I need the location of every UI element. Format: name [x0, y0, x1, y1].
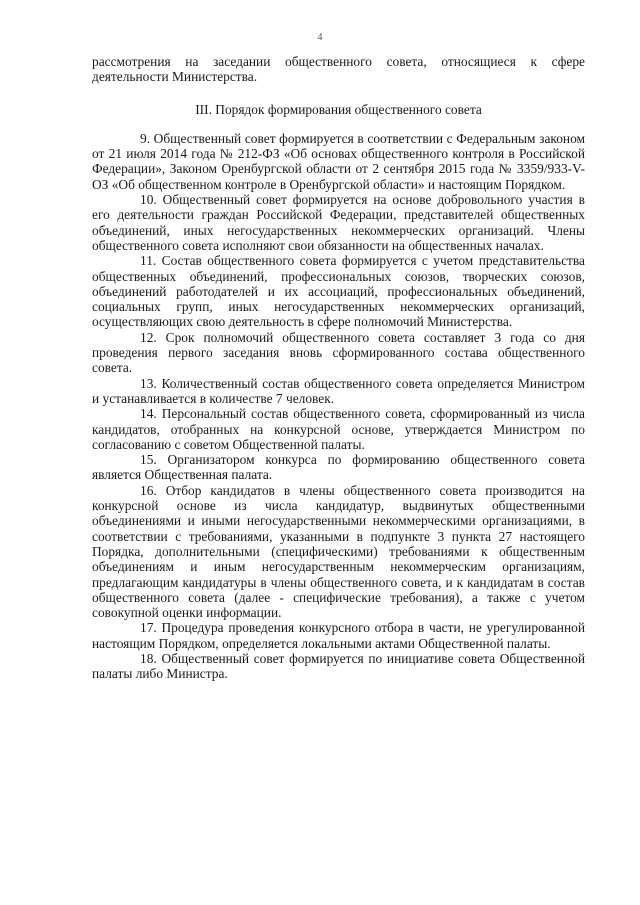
- paragraph-15: 15. Организатором конкурса по формированию общественного совета является Общественная палата.: [92, 452, 585, 483]
- paragraph-9: 9. Общественный совет формируется в соответствии с Федеральным законом от 21 июля 2014 года № 212-ФЗ «Об основах общественного контроля в Российской Федерации», Законом Оренбургской области от 2 сентября 2015 года № 3359/933-V-ОЗ «Об общественном контроле в Оренбургской области» и настоящим Порядком.: [92, 130, 585, 192]
- paragraph-17: 17. Процедура проведения конкурсного отбора в части, не урегулированной настоящим Порядком, определяется локальными актами Общественной палаты.: [92, 620, 585, 651]
- paragraph-13: 13. Количественный состав общественного совета определяется Министром и устанавливается в количестве 7 человек.: [92, 375, 585, 406]
- spacer: [92, 85, 585, 102]
- paragraph-14: 14. Персональный состав общественного совета, сформированный из числа кандидатов, отобранных на конкурсной основе, утверждается Министром по согласованию с советом Общественной палаты.: [92, 406, 585, 452]
- section-heading: III. Порядок формирования общественного совета: [195, 101, 482, 117]
- paragraph-12: 12. Срок полномочий общественного совета составляет 3 года со дня проведения первого заседания вновь сформированного состава общественного совета.: [92, 329, 585, 376]
- paragraph-16: 16. Отбор кандидатов в члены общественного совета производится на конкурсной основе из числа кандидатур, выдвинутых общественными объединениями и иными негосударственными некоммерческими организациями, в соответствии с требованиями, указанными в подпункте 3 пункта 27 настоящего Порядка, дополнительными (специфическими) требованиями к общественным объединениям и иным негосударственным некоммерческим организациям, предлагающим кандидатуры в члены общественного совета, и к кандидатам в состав общественного совета (далее - специфические требования), а также с учетом совокупной оценки информации.: [92, 482, 585, 621]
- paragraph-11: 11. Состав общественного совета формируется с учетом представительства общественных объединений, профессиональных союзов, творческих союзов, объединений работодателей и их ассоциаций, профессиональных объединений, социальных групп, иных негосударственных некоммерческих организаций, осуществляющих свою деятельность в сфере полномочий Министерства.: [92, 253, 585, 330]
- paragraph-18: 18. Общественный совет формируется по инициативе совета Общественной палаты либо Министра.: [92, 650, 585, 682]
- page-number: 4: [317, 32, 323, 43]
- paragraph-10: 10. Общественный совет формируется на основе добровольного участия в его деятельности граждан Российской Федерации, представителей общественных объединений, иных негосударственных некоммерческих организаций. Члены общественного совета исполняют свои обязанности на общественных началах.: [92, 192, 585, 253]
- document-body: [92, 54, 585, 682]
- spacer: [92, 117, 585, 131]
- intro-paragraph: рассмотрения на заседании общественного совета, относящиеся к сфере деятельности Министерства.: [92, 54, 585, 85]
